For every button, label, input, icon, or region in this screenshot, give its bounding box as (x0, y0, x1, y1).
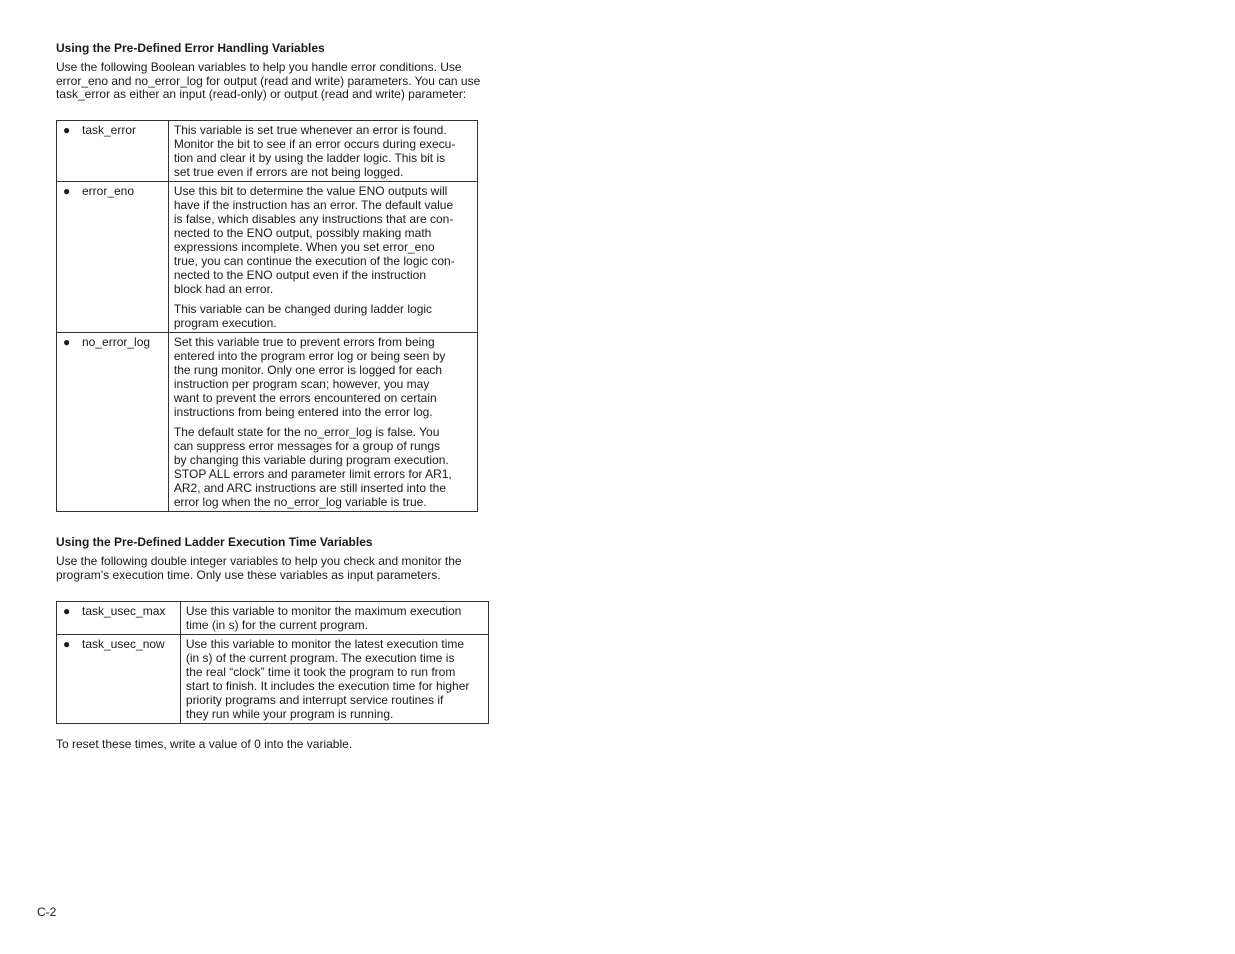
page-number: C-2 (37, 905, 57, 919)
description-paragraph (186, 637, 482, 721)
section-heading-execution-time: Using the Pre-Defined Ladder Execution Time Variables (56, 535, 373, 549)
text-line: error log when the no_error_log variable is true. (173, 495, 427, 509)
variable-description-cell (180, 635, 488, 724)
text-line: Use this variable to monitor the maximum execution (185, 604, 462, 618)
bullet-icon: ● (63, 335, 71, 349)
table-row (57, 333, 478, 512)
text-line: have if the instruction has an error. The default value (173, 198, 454, 212)
bullet-icon: ● (63, 637, 71, 651)
variable-name-cell (57, 121, 169, 182)
text-line: The default state for the no_error_log is false. You (173, 425, 440, 439)
text-line: priority programs and interrupt service routines if (185, 693, 444, 707)
text-line: instruction per program scan; however, you may (173, 377, 430, 391)
text-line: nected to the ENO output even if the instruction (173, 268, 427, 282)
text-line: expressions incomplete. When you set error_eno (173, 240, 435, 254)
text-line: set true even if errors are not being logged. (173, 165, 404, 179)
text-line: Use this bit to determine the value ENO outputs will (173, 184, 448, 198)
table-row (57, 182, 478, 333)
text-line: STOP ALL errors and parameter limit errors for AR1, (173, 467, 452, 481)
text-line: program’s execution time. Only use these variables as input parameters. (56, 567, 441, 582)
text-line: they run while your program is running. (185, 707, 394, 721)
section-intro-execution-time (56, 555, 462, 582)
bullet-icon: ● (63, 184, 71, 198)
variable-name-cell (57, 602, 181, 635)
variable-name-cell (57, 182, 169, 333)
text-line: Use the following double integer variables to help you check and monitor the (56, 554, 462, 568)
text-line: entered into the program error log or being seen by (173, 349, 446, 363)
description-paragraph (174, 184, 471, 296)
variable-name: task_error (82, 123, 137, 137)
table-row (57, 635, 489, 724)
text-line: task_error as either an input (read-only) or output (read and write) parameter: (56, 87, 467, 101)
bullet-icon: ● (63, 123, 71, 137)
text-line: is false, which disables any instructions that are con- (173, 212, 454, 226)
text-line: nected to the ENO output, possibly making math (173, 226, 432, 240)
table-row (57, 121, 478, 182)
reset-note: To reset these times, write a value of 0 into the variable. (56, 737, 353, 751)
text-line: (in s) of the current program. The execution time is (185, 651, 455, 665)
text-line: tion and clear it by using the ladder logic. This bit is (173, 151, 446, 165)
execution-time-table (56, 601, 489, 724)
text-line: block had an error. (173, 282, 274, 296)
variable-name: task_usec_max (82, 604, 166, 618)
text-line: the real “clock” time it took the program to run from (185, 665, 456, 679)
variable-description-cell (168, 121, 477, 182)
table-row (57, 602, 489, 635)
description-paragraph (174, 302, 471, 330)
description-paragraph (174, 335, 471, 419)
error-variables-table (56, 120, 478, 512)
description-paragraph (186, 604, 482, 632)
variable-description-cell (168, 182, 477, 333)
variable-name-cell (57, 635, 181, 724)
description-paragraph (174, 425, 471, 509)
text-line: time (in s) for the current program. (185, 618, 368, 632)
text-line: program execution. (173, 316, 277, 330)
text-line: error_eno and no_error_log for output (read and write) parameters. You can use (56, 73, 481, 88)
text-line: can suppress error messages for a group of rungs (173, 439, 441, 453)
bullet-icon: ● (63, 604, 71, 618)
variable-name-cell (57, 333, 169, 512)
text-line: the rung monitor. Only one error is logged for each (173, 363, 443, 377)
variable-description-cell (168, 333, 477, 512)
variable-name: no_error_log (82, 335, 151, 349)
text-line: true, you can continue the execution of the logic con- (173, 254, 455, 268)
variable-name: error_eno (82, 184, 135, 198)
text-line: Use this variable to monitor the latest execution time (185, 637, 465, 651)
section-intro-error-handling (56, 61, 480, 102)
text-line: AR2, and ARC instructions are still inserted into the (173, 481, 447, 495)
section-heading-error-handling: Using the Pre-Defined Error Handling Variables (56, 41, 325, 55)
text-line: start to finish. It includes the execution time for higher (185, 679, 470, 693)
text-line: want to prevent the errors encountered on certain (173, 391, 437, 405)
text-line: Use the following Boolean variables to help you handle error conditions. Use (56, 60, 462, 74)
text-line: This variable is set true whenever an error is found. (173, 123, 447, 137)
description-paragraph (174, 123, 471, 179)
variable-name: task_usec_now (82, 637, 165, 651)
text-line: by changing this variable during program execution. (173, 453, 449, 467)
text-line: instructions from being entered into the error log. (173, 405, 433, 419)
variable-description-cell (180, 602, 488, 635)
text-line: This variable can be changed during ladder logic (173, 302, 433, 316)
text-line: Monitor the bit to see if an error occurs during execu- (173, 137, 456, 151)
text-line: Set this variable true to prevent errors from being (173, 335, 435, 349)
